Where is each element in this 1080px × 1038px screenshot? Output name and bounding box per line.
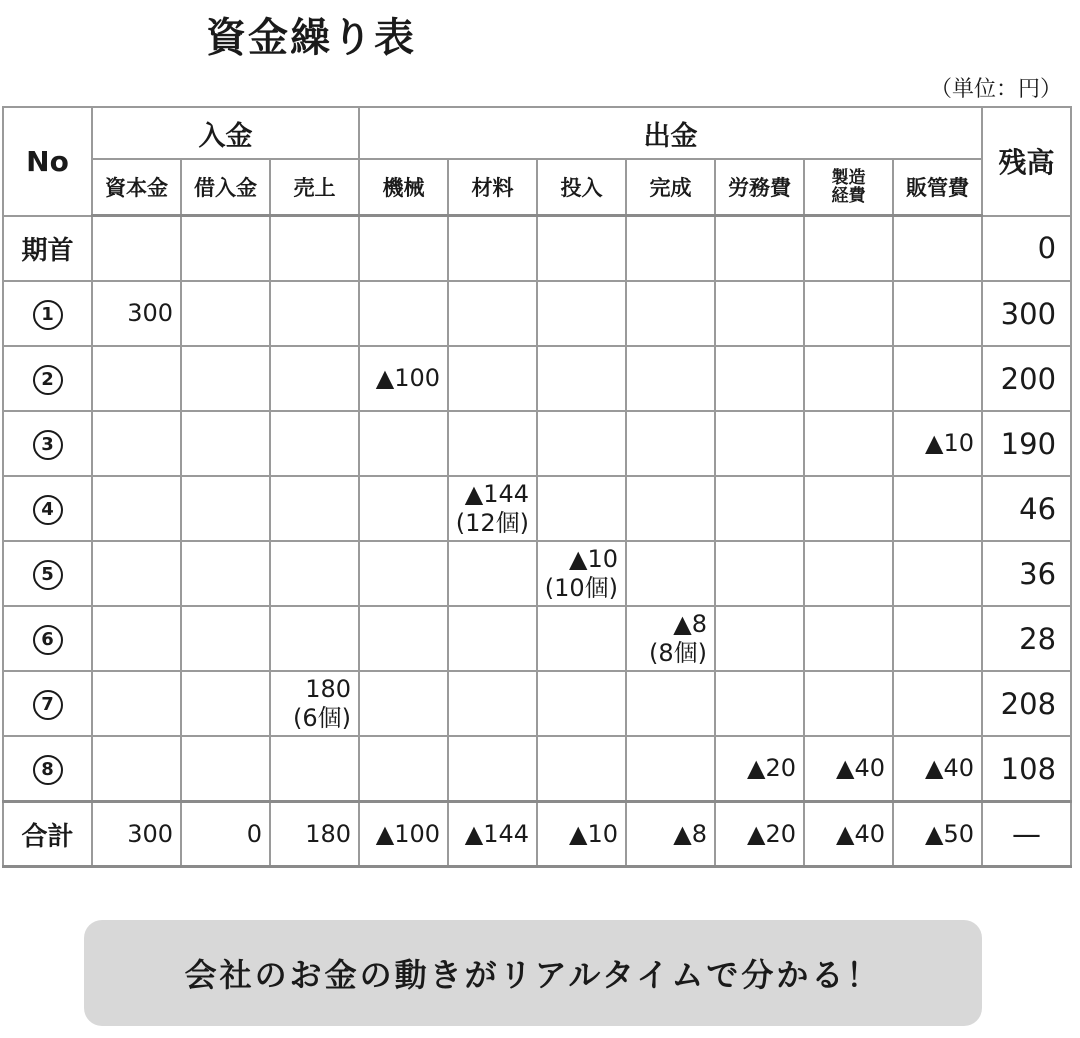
table-cell [537,411,626,476]
table-cell [537,736,626,802]
table-cell [893,281,982,346]
row-label [3,736,92,802]
table-cell [359,281,448,346]
row-label [3,671,92,736]
table-cell [448,281,537,346]
table-cell [359,541,448,606]
table-row [3,606,1071,671]
row-label [3,476,92,541]
table-cell [181,736,270,802]
table-cell [804,216,893,282]
table-cell [448,606,537,671]
header-labor: 労務費 [715,159,804,216]
table-row [3,281,1071,346]
table-cell: ▲40 [804,802,893,867]
table-cell: ▲144 [448,802,537,867]
table-cell [448,216,537,282]
balance-cell: 208 [982,671,1071,736]
table-cell [626,411,715,476]
table-cell: 180 (6個) [270,671,359,736]
table-row [3,736,1071,802]
table-cell [92,476,181,541]
table-cell [270,411,359,476]
table-cell [359,606,448,671]
table-cell [893,541,982,606]
step-number: 3 [33,430,63,460]
header-income-group: 入金 [92,107,359,159]
row-label [3,606,92,671]
row-label [3,411,92,476]
table-cell [715,216,804,282]
table-cell [804,671,893,736]
header-sales: 売上 [270,159,359,216]
table-cell [181,606,270,671]
table-cell [893,671,982,736]
table-cell [804,541,893,606]
table-cell: ▲100 [359,802,448,867]
table-cell [92,541,181,606]
row-label: 合計 [3,802,92,867]
table-cell [626,216,715,282]
row-label: 期首 [3,216,92,282]
table-cell [92,346,181,411]
table-cell [181,671,270,736]
table-cell [537,476,626,541]
table-cell [537,346,626,411]
balance-cell: 28 [982,606,1071,671]
step-number: 8 [33,755,63,785]
table-body [3,216,1071,867]
table-cell [92,736,181,802]
header-mfg-overhead: 製造 経費 [804,159,893,216]
table-cell [804,346,893,411]
row-label [3,281,92,346]
table-cell: ▲20 [715,802,804,867]
table-cell [359,411,448,476]
table-cell [448,411,537,476]
step-number: 4 [33,495,63,525]
step-number: 5 [33,560,63,590]
table-cell [715,476,804,541]
table-cell [181,216,270,282]
step-number: 6 [33,625,63,655]
table-cell: ▲40 [804,736,893,802]
table-cell [270,216,359,282]
table-row [3,541,1071,606]
table-cell [537,281,626,346]
table-cell [537,606,626,671]
table-cell: ▲100 [359,346,448,411]
table-cell [92,411,181,476]
table-cell [893,216,982,282]
table-cell [270,476,359,541]
table-cell: 300 [92,281,181,346]
table-cell [715,671,804,736]
table-cell [893,346,982,411]
table-cell: ▲10 [893,411,982,476]
table-cell [181,281,270,346]
table-cell [270,736,359,802]
table-cell [359,476,448,541]
header-machinery: 機械 [359,159,448,216]
balance-cell: — [982,802,1071,867]
table-cell [537,671,626,736]
table-cell [181,411,270,476]
balance-cell: 190 [982,411,1071,476]
table-cell [893,606,982,671]
table-row [3,476,1071,541]
table-cell: ▲40 [893,736,982,802]
table-cell: 180 [270,802,359,867]
table-cell [626,281,715,346]
table-row [3,671,1071,736]
header-expense-group: 出金 [359,107,982,159]
table-cell [92,216,181,282]
header-input: 投入 [537,159,626,216]
header-balance: 残高 [982,107,1071,216]
table-cell: ▲10 [537,802,626,867]
table-row [3,411,1071,476]
header-no: No [3,107,92,216]
table-cell [893,476,982,541]
table-cell: ▲8 (8個) [626,606,715,671]
balance-cell: 300 [982,281,1071,346]
table-cell [448,736,537,802]
table-cell: ▲50 [893,802,982,867]
header-capital: 資本金 [92,159,181,216]
table-cell [804,281,893,346]
page-title: 資金繰り表 [206,15,416,61]
header-sga: 販管費 [893,159,982,216]
balance-cell: 108 [982,736,1071,802]
total-row [3,802,1071,867]
table-cell [626,671,715,736]
table-cell [804,411,893,476]
table-cell [626,346,715,411]
balance-cell: 46 [982,476,1071,541]
table-cell [359,216,448,282]
table-cell [626,476,715,541]
table-cell [448,671,537,736]
table-cell: ▲10 (10個) [537,541,626,606]
balance-cell: 200 [982,346,1071,411]
table-cell [92,606,181,671]
table-cell [626,736,715,802]
table-cell [804,476,893,541]
table-cell [359,671,448,736]
table-cell [448,541,537,606]
caption-banner: 会社のお金の動きがリアルタイムで分かる！ [84,920,982,1026]
header-materials: 材料 [448,159,537,216]
step-number: 1 [33,300,63,330]
table-cell [270,541,359,606]
step-number: 7 [33,690,63,720]
table-cell [270,606,359,671]
header-borrowing: 借入金 [181,159,270,216]
table-cell: ▲144 (12個) [448,476,537,541]
balance-cell: 0 [982,216,1071,282]
table-cell [270,346,359,411]
table-cell: 0 [181,802,270,867]
table-cell [804,606,893,671]
row-label [3,346,92,411]
table-cell [92,671,181,736]
table-cell [715,346,804,411]
table-cell [181,476,270,541]
table-cell [715,606,804,671]
table-cell [181,346,270,411]
table-cell [270,281,359,346]
unit-label: （単位：円） [929,77,1062,102]
table-cell [537,216,626,282]
table-cell [359,736,448,802]
table-cell [448,346,537,411]
table-cell: 300 [92,802,181,867]
table-row [3,346,1071,411]
table-cell [715,281,804,346]
table-row [3,216,1071,282]
table-cell: ▲20 [715,736,804,802]
table-cell: ▲8 [626,802,715,867]
table-cell [626,541,715,606]
balance-cell: 36 [982,541,1071,606]
table-cell [715,411,804,476]
table-cell [181,541,270,606]
row-label [3,541,92,606]
cash-flow-table [2,106,1072,868]
table-cell [715,541,804,606]
step-number: 2 [33,365,63,395]
header-completion: 完成 [626,159,715,216]
